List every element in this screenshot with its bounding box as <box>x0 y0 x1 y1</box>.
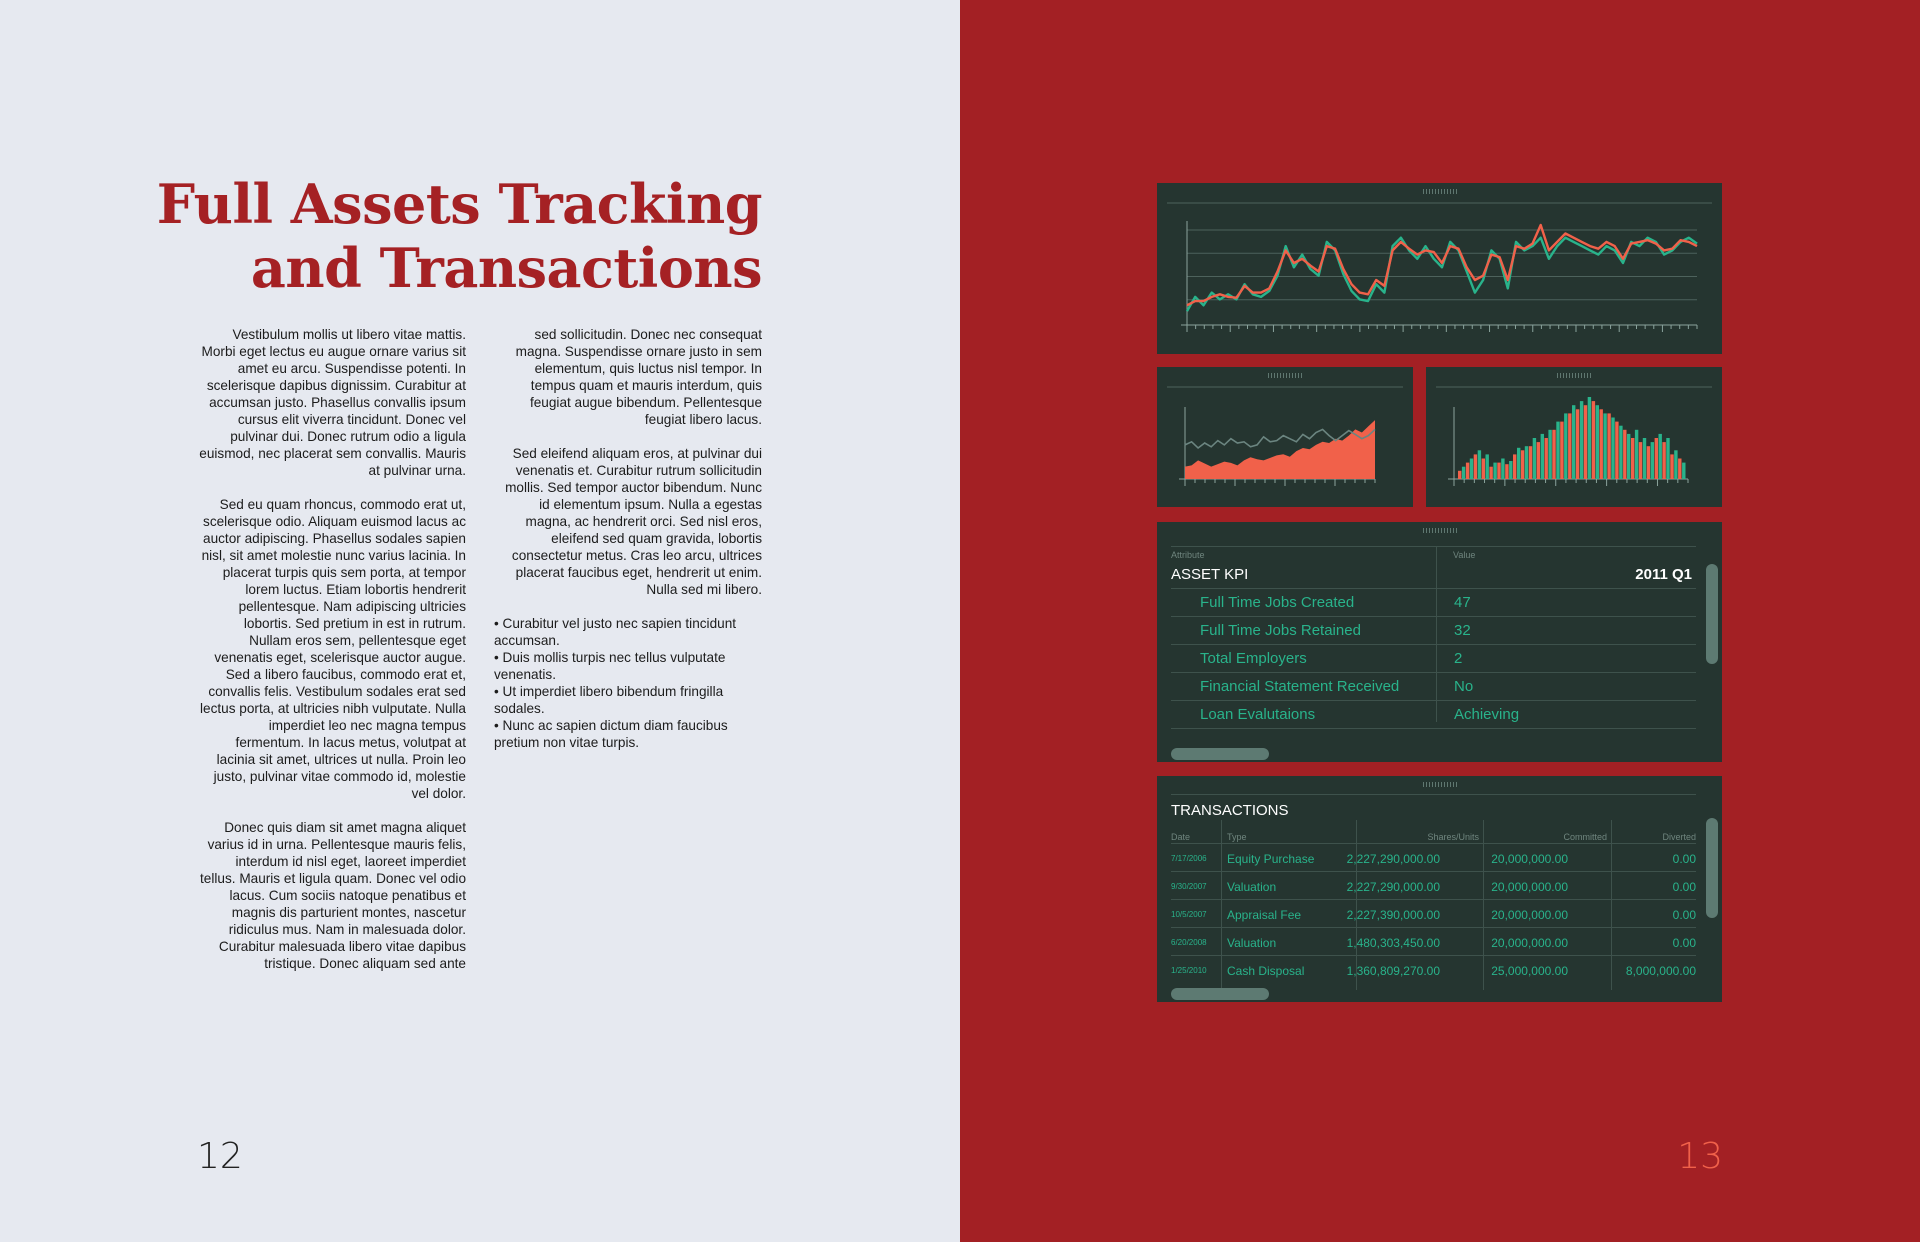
type-cell: Valuation <box>1227 936 1277 950</box>
bar <box>1600 409 1603 479</box>
bar <box>1478 450 1481 479</box>
diverted-cell: 0.00 <box>1672 852 1696 866</box>
bar <box>1662 442 1665 479</box>
bar <box>1615 422 1618 479</box>
bar-chart-panel <box>1426 367 1722 507</box>
type-cell: Cash Disposal <box>1227 964 1305 978</box>
paragraph: Sed eu quam rhoncus, commodo erat ut, scelerisque odio. Aliquam euismod lacus ac auctor adipiscing. Phasellus sodales sapien nisl, sit amet molestie nunc varius lacinia. In placerat turpis quis sem porta, at tempor lorem luctus. Etiam lobortis hendrerit pellentesque. Nam adipiscing ultricies lobortis. Sed pretium in est in rutrum. Nullam eros sem, pellentesque eget venenatis eget, scelerisque auctor augue. Sed a libero faucibus, commodo erat et, convallis felis. Vestibulum sodales erat sed lectus porta, at ultricies nibh vulputate. Nulla imperdiet leo nec magna tempus fermentum. In lacus metus, volutpat at lacinia sit amet, ultrices ut nulla. Proin leo justo, pulvinar vitae commodo id, molestie vel dolor. <box>200 497 466 801</box>
table-row[interactable] <box>1171 617 1696 645</box>
text-column-1 <box>198 326 466 989</box>
kpi-panel <box>1157 522 1722 762</box>
transactions-title: TRANSACTIONS <box>1171 802 1289 819</box>
table-row[interactable] <box>1171 673 1696 701</box>
shares-cell: 2,227,290,000.00 <box>1346 880 1440 894</box>
vertical-scrollbar[interactable] <box>1706 818 1718 918</box>
area-chart <box>1157 367 1413 507</box>
bar <box>1525 446 1528 479</box>
bar <box>1584 405 1587 479</box>
paragraph: Donec quis diam sit amet magna aliquet varius id in urna. Pellentesque mauris felis, interdum id nisl eget, laoreet imperdiet tellus. Mauris et ligula quam. Donec vel odio lacus. Cum sociis natoque penatibus et magnis dis parturient montes, nascetur ridiculus mus. Nam in malesuada dolor. Curabitur malesuada libero vitae dapibus tristique. Donec aliquam sed ante <box>200 820 466 971</box>
value-cell: 47 <box>1454 594 1471 611</box>
date-cell: 1/25/2010 <box>1171 966 1207 975</box>
horizontal-scrollbar[interactable] <box>1171 748 1269 760</box>
bar <box>1564 413 1567 479</box>
bar <box>1651 442 1654 479</box>
drag-handle-icon[interactable] <box>1423 782 1457 787</box>
paragraph: Sed eleifend aliquam eros, at pulvinar dui venenatis et. Curabitur rutrum sollicitudin mollis. Sed tempor auctor bibendum. Nunc id elementum ipsum. Nulla a egestas magna, ac hendrerit orci. Sed nisl eros, eleifend sed quam gravida, lobortis consectetur metus. Cras leo arcu, ultrices placerat faucibus eget, hendrerit ut enim. Nulla sed mi libero. <box>505 446 762 597</box>
bullet-item: • Ut imperdiet libero bibendum fringilla sodales. <box>494 684 724 716</box>
bar <box>1674 450 1677 479</box>
column-header-value: Value <box>1453 550 1476 560</box>
bar <box>1529 446 1532 479</box>
date-cell: 6/20/2008 <box>1171 938 1207 947</box>
bar-chart <box>1426 367 1722 507</box>
bar <box>1670 454 1673 479</box>
committed-cell: 20,000,000.00 <box>1491 852 1568 866</box>
page-number: 12 <box>197 1136 243 1177</box>
shares-cell: 2,227,390,000.00 <box>1346 908 1440 922</box>
divider <box>1171 546 1696 547</box>
bar <box>1623 430 1626 479</box>
bar <box>1462 467 1465 479</box>
bar <box>1588 397 1591 479</box>
bar <box>1607 413 1610 479</box>
attribute-cell: Financial Statement Received <box>1200 678 1400 695</box>
kpi-period: 2011 Q1 <box>1635 566 1692 583</box>
bar <box>1643 438 1646 479</box>
bullet-item: • Nunc ac sapien dictum diam faucibus pretium non vitae turpis. <box>494 718 728 750</box>
type-cell: Valuation <box>1227 880 1277 894</box>
bar <box>1682 463 1685 479</box>
bar <box>1560 422 1563 479</box>
attribute-cell: Loan Evalutaions <box>1200 706 1316 723</box>
bar <box>1631 438 1634 479</box>
bar <box>1619 426 1622 479</box>
page-number: 13 <box>1677 1136 1723 1177</box>
horizontal-scrollbar[interactable] <box>1171 988 1269 1000</box>
bar <box>1470 459 1473 480</box>
bar <box>1635 430 1638 479</box>
bar <box>1552 430 1555 479</box>
bar <box>1678 459 1681 480</box>
bar <box>1474 454 1477 479</box>
attribute-cell: Full Time Jobs Created <box>1200 594 1355 611</box>
area-series <box>1185 420 1375 479</box>
bar <box>1611 418 1614 480</box>
bar <box>1489 467 1492 479</box>
vertical-scrollbar[interactable] <box>1706 564 1718 664</box>
column-header-diverted: Diverted <box>1662 832 1696 842</box>
column-header-attribute: Attribute <box>1171 550 1205 560</box>
title-line-1: Full Assets Tracking <box>156 172 762 236</box>
bar <box>1541 434 1544 479</box>
committed-cell: 20,000,000.00 <box>1491 936 1568 950</box>
table-row[interactable] <box>1171 589 1696 617</box>
bar <box>1482 459 1485 480</box>
bar <box>1627 434 1630 479</box>
diverted-cell: 0.00 <box>1672 880 1696 894</box>
bar <box>1517 448 1520 479</box>
divider <box>1171 794 1696 795</box>
right-page <box>960 0 1920 1242</box>
bar <box>1513 454 1516 479</box>
value-cell: No <box>1454 678 1474 695</box>
diverted-cell: 0.00 <box>1672 936 1696 950</box>
bar <box>1655 438 1658 479</box>
table-row[interactable] <box>1171 645 1696 673</box>
shares-cell: 1,480,303,450.00 <box>1346 936 1440 950</box>
bar <box>1592 401 1595 479</box>
bar <box>1537 442 1540 479</box>
bar <box>1501 459 1504 480</box>
bullet-list <box>494 615 762 751</box>
date-cell: 9/30/2007 <box>1171 882 1207 891</box>
bar <box>1493 463 1496 479</box>
value-cell: Achieving <box>1454 706 1520 723</box>
committed-cell: 25,000,000.00 <box>1491 964 1568 978</box>
committed-cell: 20,000,000.00 <box>1491 908 1568 922</box>
page-title <box>122 172 762 300</box>
shares-cell: 2,227,290,000.00 <box>1346 852 1440 866</box>
table-row[interactable] <box>1171 701 1696 729</box>
diverted-cell: 8,000,000.00 <box>1625 964 1696 978</box>
date-cell: 10/5/2007 <box>1171 910 1207 919</box>
date-cell: 7/17/2006 <box>1171 854 1207 863</box>
table-row[interactable] <box>1171 872 1696 900</box>
attribute-cell: Total Employers <box>1200 650 1307 667</box>
title-line-2: and Transactions <box>250 236 762 300</box>
bullet-item: • Duis mollis turpis nec tellus vulputate venenatis. <box>494 650 726 682</box>
type-cell: Equity Purchase <box>1227 852 1315 866</box>
value-cell: 32 <box>1454 622 1471 639</box>
bar <box>1497 463 1500 479</box>
bar <box>1505 464 1508 479</box>
bar <box>1666 438 1669 479</box>
table-row[interactable] <box>1171 900 1696 928</box>
table-row[interactable] <box>1171 844 1696 872</box>
value-cell: 2 <box>1454 650 1463 667</box>
column-header-shares: Shares/Units <box>1427 832 1479 842</box>
bar <box>1639 442 1642 479</box>
committed-cell: 20,000,000.00 <box>1491 880 1568 894</box>
bar <box>1647 446 1650 479</box>
line-chart <box>1157 183 1722 354</box>
type-cell: Appraisal Fee <box>1227 908 1302 922</box>
bar <box>1545 438 1548 479</box>
bar <box>1521 450 1524 479</box>
column-header-type: Type <box>1227 832 1247 842</box>
bar <box>1603 413 1606 479</box>
table-row[interactable] <box>1171 928 1696 956</box>
bullet-item: • Curabitur vel justo nec sapien tincidunt accumsan. <box>494 616 737 648</box>
bar <box>1580 401 1583 479</box>
text-column-2 <box>494 326 762 751</box>
bar <box>1556 422 1559 479</box>
kpi-title: ASSET KPI <box>1171 566 1249 583</box>
attribute-cell: Full Time Jobs Retained <box>1200 622 1361 639</box>
bar <box>1486 454 1489 479</box>
bar <box>1533 438 1536 479</box>
diverted-cell: 0.00 <box>1672 908 1696 922</box>
table-row[interactable] <box>1171 956 1696 984</box>
area-chart-panel <box>1157 367 1413 507</box>
transactions-panel <box>1157 776 1722 1002</box>
bar <box>1568 413 1571 479</box>
bar <box>1466 463 1469 479</box>
paragraph: sed sollicitudin. Donec nec consequat magna. Suspendisse ornare justo in sem elementum, quis luctus nisl tempor. In tempus quam et mauris interdum, quis feugiat augue bibendum. Pellentesque feugiat libero lacus. <box>515 327 762 427</box>
shares-cell: 1,360,809,270.00 <box>1346 964 1440 978</box>
bar <box>1572 405 1575 479</box>
line-chart-panel <box>1157 183 1722 354</box>
bar <box>1659 434 1662 479</box>
bar <box>1548 430 1551 479</box>
column-header-committed: Committed <box>1563 832 1607 842</box>
bar <box>1458 471 1461 479</box>
bar <box>1576 409 1579 479</box>
drag-handle-icon[interactable] <box>1423 528 1457 533</box>
paragraph: Vestibulum mollis ut libero vitae mattis. Morbi eget lectus eu augue ornare varius sit amet eu arcu. Suspendisse potenti. In scelerisque dapibus dignissim. Curabitur at accumsan justo. Phasellus convallis ipsum cursus elit viverra tincidunt. Donec vel pulvinar dui. Donec rutrum odio a ligula euismod, nec placerat sem convallis. Mauris at pulvinar urna. <box>199 327 466 478</box>
column-header-date: Date <box>1171 832 1191 842</box>
bar <box>1596 405 1599 479</box>
bar <box>1509 461 1512 479</box>
